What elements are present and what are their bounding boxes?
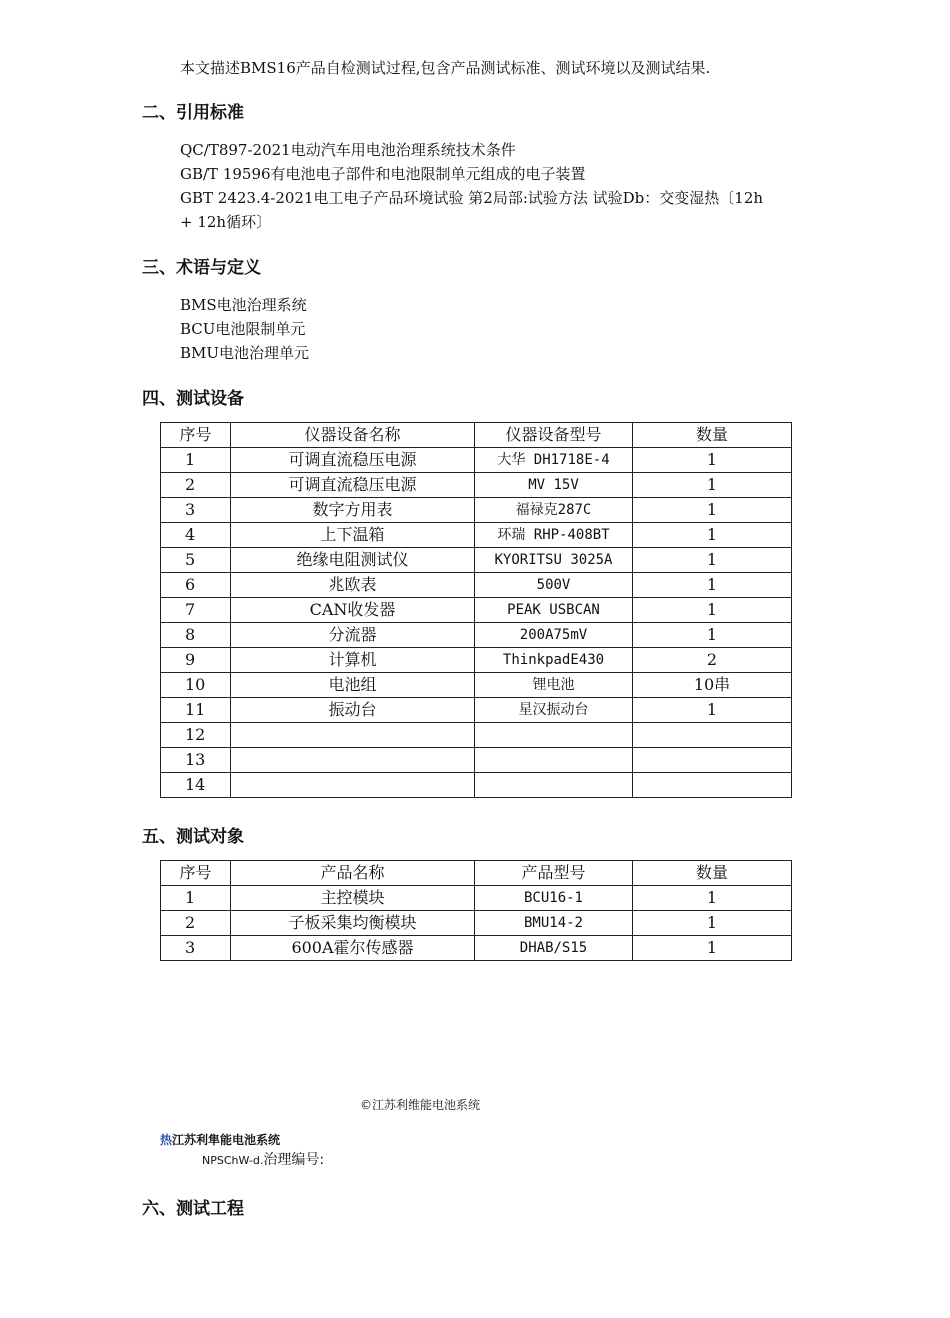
- section-heading-test-items: 六、测试工程: [142, 1199, 244, 1219]
- row-index-cell: 9: [161, 648, 231, 673]
- row-index-cell: 8: [161, 623, 231, 648]
- quantity-cell: [633, 773, 792, 798]
- standard-line: + 12h循环〕: [180, 213, 272, 231]
- header-cell: 数量: [633, 423, 792, 448]
- section-heading-objects: 五、测试对象: [142, 827, 244, 847]
- footer-copyright: ©江苏利维能电池系统: [360, 1098, 481, 1112]
- row-index-cell: 1: [161, 448, 231, 473]
- name-cell: 绝缘电阻测试仪: [231, 548, 475, 573]
- header-cell: 产品名称: [231, 861, 475, 886]
- header-cell: 数量: [633, 861, 792, 886]
- table-row: [161, 473, 792, 498]
- section-heading-standards: 二、引用标准: [142, 103, 244, 123]
- name-cell: 计算机: [231, 648, 475, 673]
- quantity-cell: 1: [633, 598, 792, 623]
- quantity-cell: 1: [633, 498, 792, 523]
- quantity-cell: 1: [633, 523, 792, 548]
- row-index-cell: 13: [161, 748, 231, 773]
- table-row: [161, 936, 792, 961]
- doc-code: NPSChW-d.: [202, 1154, 264, 1167]
- row-index-cell: 4: [161, 523, 231, 548]
- term-line: BCU电池限制单元: [180, 320, 306, 338]
- quantity-cell: 2: [633, 648, 792, 673]
- model-cell: 大华 DH1718E-4: [475, 448, 633, 473]
- table-row: [161, 523, 792, 548]
- name-cell: CAN收发器: [231, 598, 475, 623]
- header-cell: 产品型号: [475, 861, 633, 886]
- name-cell: 上下温箱: [231, 523, 475, 548]
- name-cell: 兆欧表: [231, 573, 475, 598]
- row-index-cell: 5: [161, 548, 231, 573]
- table-row: [161, 623, 792, 648]
- row-index-cell: 7: [161, 598, 231, 623]
- header-cell: 仪器设备型号: [475, 423, 633, 448]
- model-cell: 锂电池: [475, 673, 633, 698]
- name-cell: [231, 773, 475, 798]
- model-cell: PEAK USBCAN: [475, 598, 633, 623]
- quantity-cell: 1: [633, 936, 792, 961]
- row-index-cell: 3: [161, 498, 231, 523]
- table-row: [161, 748, 792, 773]
- management-number-line: [202, 1149, 324, 1169]
- standard-line: QC/T897-2021电动汽车用电池治理系统技术条件: [180, 141, 516, 159]
- standards-list: [180, 138, 763, 234]
- table-row: [161, 698, 792, 723]
- name-cell: 电池组: [231, 673, 475, 698]
- hot-prefix: 热: [160, 1133, 173, 1147]
- model-cell: 200A75mV: [475, 623, 633, 648]
- table-row: [161, 773, 792, 798]
- header-cell: 序号: [161, 861, 231, 886]
- model-cell: 环瑞 RHP-408BT: [475, 523, 633, 548]
- model-cell: 星汉振动台: [475, 698, 633, 723]
- model-cell: KYORITSU 3025A: [475, 548, 633, 573]
- table-row: [161, 548, 792, 573]
- objects-table: [160, 860, 792, 961]
- intro-paragraph: 本文描述BMS16产品自检测试过程,包含产品测试标准、测试环境以及测试结果.: [180, 59, 711, 77]
- quantity-cell: 1: [633, 623, 792, 648]
- table-row: [161, 448, 792, 473]
- row-index-cell: 12: [161, 723, 231, 748]
- row-index-cell: 1: [161, 886, 231, 911]
- model-cell: [475, 723, 633, 748]
- header-cell: 序号: [161, 423, 231, 448]
- name-cell: [231, 723, 475, 748]
- table-header-row: [161, 423, 792, 448]
- row-index-cell: 2: [161, 911, 231, 936]
- company-name: 江苏利隼能电池系统: [172, 1133, 281, 1147]
- table-row: [161, 911, 792, 936]
- model-cell: BMU14-2: [475, 911, 633, 936]
- table-row: [161, 648, 792, 673]
- table-header-row: [161, 861, 792, 886]
- name-cell: 子板采集均衡模块: [231, 911, 475, 936]
- quantity-cell: 10串: [633, 673, 792, 698]
- name-cell: 主控模块: [231, 886, 475, 911]
- quantity-cell: 1: [633, 911, 792, 936]
- term-line: BMU电池治理单元: [180, 344, 310, 362]
- name-cell: 数字方用表: [231, 498, 475, 523]
- model-cell: DHAB/S15: [475, 936, 633, 961]
- terms-list: [180, 293, 309, 365]
- quantity-cell: 1: [633, 448, 792, 473]
- name-cell: 分流器: [231, 623, 475, 648]
- table-row: [161, 886, 792, 911]
- row-index-cell: 2: [161, 473, 231, 498]
- name-cell: 可调直流稳压电源: [231, 448, 475, 473]
- model-cell: 500V: [475, 573, 633, 598]
- quantity-cell: 1: [633, 473, 792, 498]
- quantity-cell: [633, 748, 792, 773]
- name-cell: 600A霍尔传感器: [231, 936, 475, 961]
- section-heading-equipment: 四、测试设备: [142, 389, 244, 409]
- model-cell: BCU16-1: [475, 886, 633, 911]
- standard-line: GB/T 19596有电池电子部件和电池限制单元组成的电子装置: [180, 165, 586, 183]
- model-cell: [475, 748, 633, 773]
- mgmt-number-label: 治理编号:: [263, 1152, 325, 1168]
- company-line: [160, 1131, 280, 1148]
- table-row: [161, 498, 792, 523]
- name-cell: [231, 748, 475, 773]
- model-cell: [475, 773, 633, 798]
- row-index-cell: 14: [161, 773, 231, 798]
- row-index-cell: 11: [161, 698, 231, 723]
- standard-line: GBT 2423.4-2021电工电子产品环境试验 第2局部:试验方法 试验Db：交变湿热〔12h: [180, 189, 764, 207]
- quantity-cell: 1: [633, 573, 792, 598]
- row-index-cell: 3: [161, 936, 231, 961]
- table-row: [161, 573, 792, 598]
- name-cell: 振动台: [231, 698, 475, 723]
- section-heading-terms: 三、术语与定义: [142, 258, 261, 278]
- model-cell: ThinkpadE430: [475, 648, 633, 673]
- model-cell: MV 15V: [475, 473, 633, 498]
- model-cell: 福禄克287C: [475, 498, 633, 523]
- quantity-cell: 1: [633, 698, 792, 723]
- row-index-cell: 10: [161, 673, 231, 698]
- row-index-cell: 6: [161, 573, 231, 598]
- name-cell: 可调直流稳压电源: [231, 473, 475, 498]
- equipment-table: [160, 422, 792, 798]
- table-row: [161, 673, 792, 698]
- table-row: [161, 598, 792, 623]
- header-cell: 仪器设备名称: [231, 423, 475, 448]
- term-line: BMS电池治理系统: [180, 296, 307, 314]
- quantity-cell: 1: [633, 886, 792, 911]
- quantity-cell: [633, 723, 792, 748]
- quantity-cell: 1: [633, 548, 792, 573]
- table-row: [161, 723, 792, 748]
